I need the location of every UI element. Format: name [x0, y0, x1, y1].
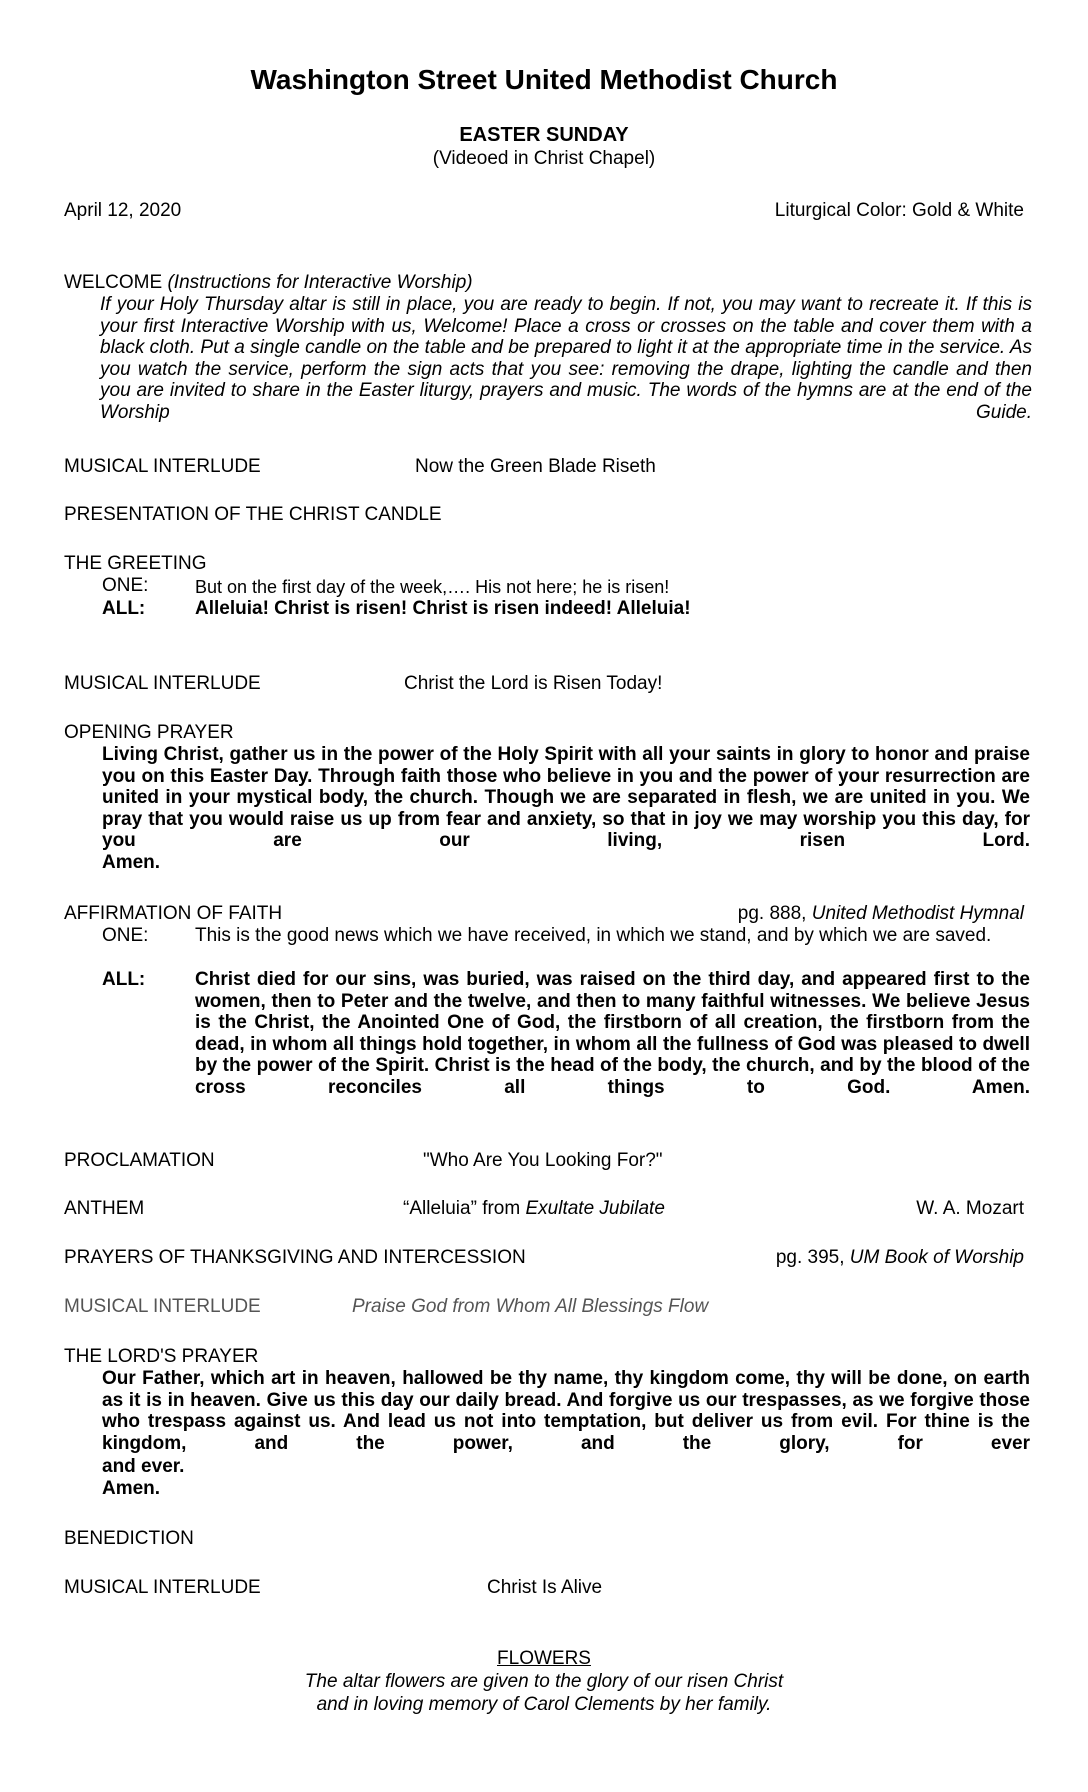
prayers-label: PRAYERS OF THANKSGIVING AND INTERCESSION — [64, 1247, 526, 1268]
anthem-label: ANTHEM — [64, 1198, 145, 1219]
proclamation-label: PROCLAMATION — [64, 1150, 215, 1171]
welcome-label: WELCOME — [64, 272, 163, 293]
lords-prayer-label: THE LORD'S PRAYER — [64, 1346, 259, 1367]
anthem-title — [403, 1198, 665, 1220]
lords-prayer-text: Our Father, which art in heaven, hallowed be thy name, thy kingdom come, thy will be done, on earth as it is in heaven. Give us this day our daily bread. And forgive us our trespasses, as we forgive those who trespass against us. And lead us not into temptation, but deliver us from evil. For thine is the kingdom, and the power, and the glory, for ever — [102, 1368, 1030, 1454]
affirmation-all-label: ALL: — [102, 969, 146, 990]
service-date: April 12, 2020 — [64, 200, 182, 221]
greeting-one-label: ONE: — [102, 575, 149, 596]
service-title: EASTER SUNDAY — [459, 124, 629, 146]
greeting-one-text: But on the first day of the week,…. His not here; he is risen! — [195, 577, 670, 597]
flowers-heading: FLOWERS — [497, 1648, 591, 1669]
interlude-4-title: Christ Is Alive — [487, 1577, 603, 1598]
liturgical-color: Liturgical Color: Gold & White — [774, 200, 1024, 221]
interlude-1-label: MUSICAL INTERLUDE — [64, 456, 261, 477]
affirmation-one-label: ONE: — [102, 925, 149, 946]
lords-prayer-amen: Amen. — [102, 1478, 161, 1499]
interlude-3-label: MUSICAL INTERLUDE — [64, 1296, 261, 1317]
greeting-all-label: ALL: — [102, 598, 146, 619]
affirmation-one-text: This is the good news which we have received, in which we stand, and by which we are saved. — [195, 925, 992, 946]
affirmation-label: AFFIRMATION OF FAITH — [64, 903, 283, 924]
greeting-label: THE GREETING — [64, 553, 207, 574]
flowers-line-1: The altar flowers are given to the glory of our risen Christ — [304, 1671, 784, 1692]
church-name: Washington Street United Methodist Church — [250, 64, 838, 95]
affirmation-book: United Methodist Hymnal — [811, 903, 1024, 924]
lords-prayer-last-line: and ever. — [102, 1456, 185, 1477]
opening-prayer-amen: Amen. — [102, 852, 161, 873]
welcome-instructions: If your Holy Thursday altar is still in place, you are ready to begin. If not, you may want to recreate it. If this is your first Interactive Worship with us, Welcome! Place a cross or crosses on the table and cover them with a black cloth. Put a single candle on the table and be prepared to light it at the appropriate time in the service. As you watch the service, perform the sign acts that you see: removing the drape, lighting the candle and then you are invited to share in the Easter liturgy, prayers and music. The words of the hymns are at the end of the Worship Guide. — [100, 294, 1032, 423]
affirmation-all-text: Christ died for our sins, was buried, was raised on the third day, and appeared first to the women, then to Peter and the twelve, and then to many faithful witnesses. We believe Jesus is the Christ, the Anointed One of God, the firstborn of all creation, the firstborn from the dead, in whom all things hold together, in whom all the fullness of God was pleased to dwell by the power of the Spirit. Christ is the head of the body, the church, and by the blood of the cross reconciles all things to God. Amen. — [195, 969, 1030, 1098]
opening-prayer-text: Living Christ, gather us in the power of the Holy Spirit with all your saints in glory to honor and praise you on this Easter Day. Through faith those who believe in you and the power of your resurrection are united in your mystical body, the church. Though we are separated in flesh, we are united in you. We pray that you would raise us up from fear and anxiety, so that in joy we may worship you this day, for you are our living, risen Lord. — [102, 744, 1030, 852]
affirmation-reference — [738, 903, 1024, 925]
anthem-piece: “Alleluia” from — [403, 1198, 526, 1219]
interlude-4-label: MUSICAL INTERLUDE — [64, 1577, 261, 1598]
prayers-page: pg. 395, — [775, 1247, 850, 1268]
service-note: (Videoed in Christ Chapel) — [432, 148, 656, 169]
interlude-1-title: Now the Green Blade Riseth — [415, 456, 656, 477]
proclamation-title: "Who Are You Looking For?" — [423, 1150, 663, 1171]
flowers-line-2: and in loving memory of Carol Clements by her family. — [316, 1694, 772, 1715]
anthem-work: Exultate Jubilate — [525, 1198, 665, 1219]
welcome-subtitle: (Instructions for Interactive Worship) — [167, 272, 473, 293]
welcome-heading — [64, 272, 473, 294]
candle-presentation: PRESENTATION OF THE CHRIST CANDLE — [64, 504, 442, 525]
anthem-composer: W. A. Mozart — [916, 1198, 1024, 1219]
affirmation-page: pg. 888, — [737, 903, 812, 924]
interlude-2-label: MUSICAL INTERLUDE — [64, 673, 261, 694]
prayers-book: UM Book of Worship — [849, 1247, 1024, 1268]
opening-prayer-label: OPENING PRAYER — [64, 722, 234, 743]
benediction-label: BENEDICTION — [64, 1528, 194, 1549]
prayers-reference — [776, 1247, 1024, 1269]
interlude-2-title: Christ the Lord is Risen Today! — [404, 673, 663, 694]
greeting-all-text: Alleluia! Christ is risen! Christ is risen indeed! Alleluia! — [195, 598, 691, 619]
interlude-3-title: Praise God from Whom All Blessings Flow — [352, 1296, 709, 1317]
